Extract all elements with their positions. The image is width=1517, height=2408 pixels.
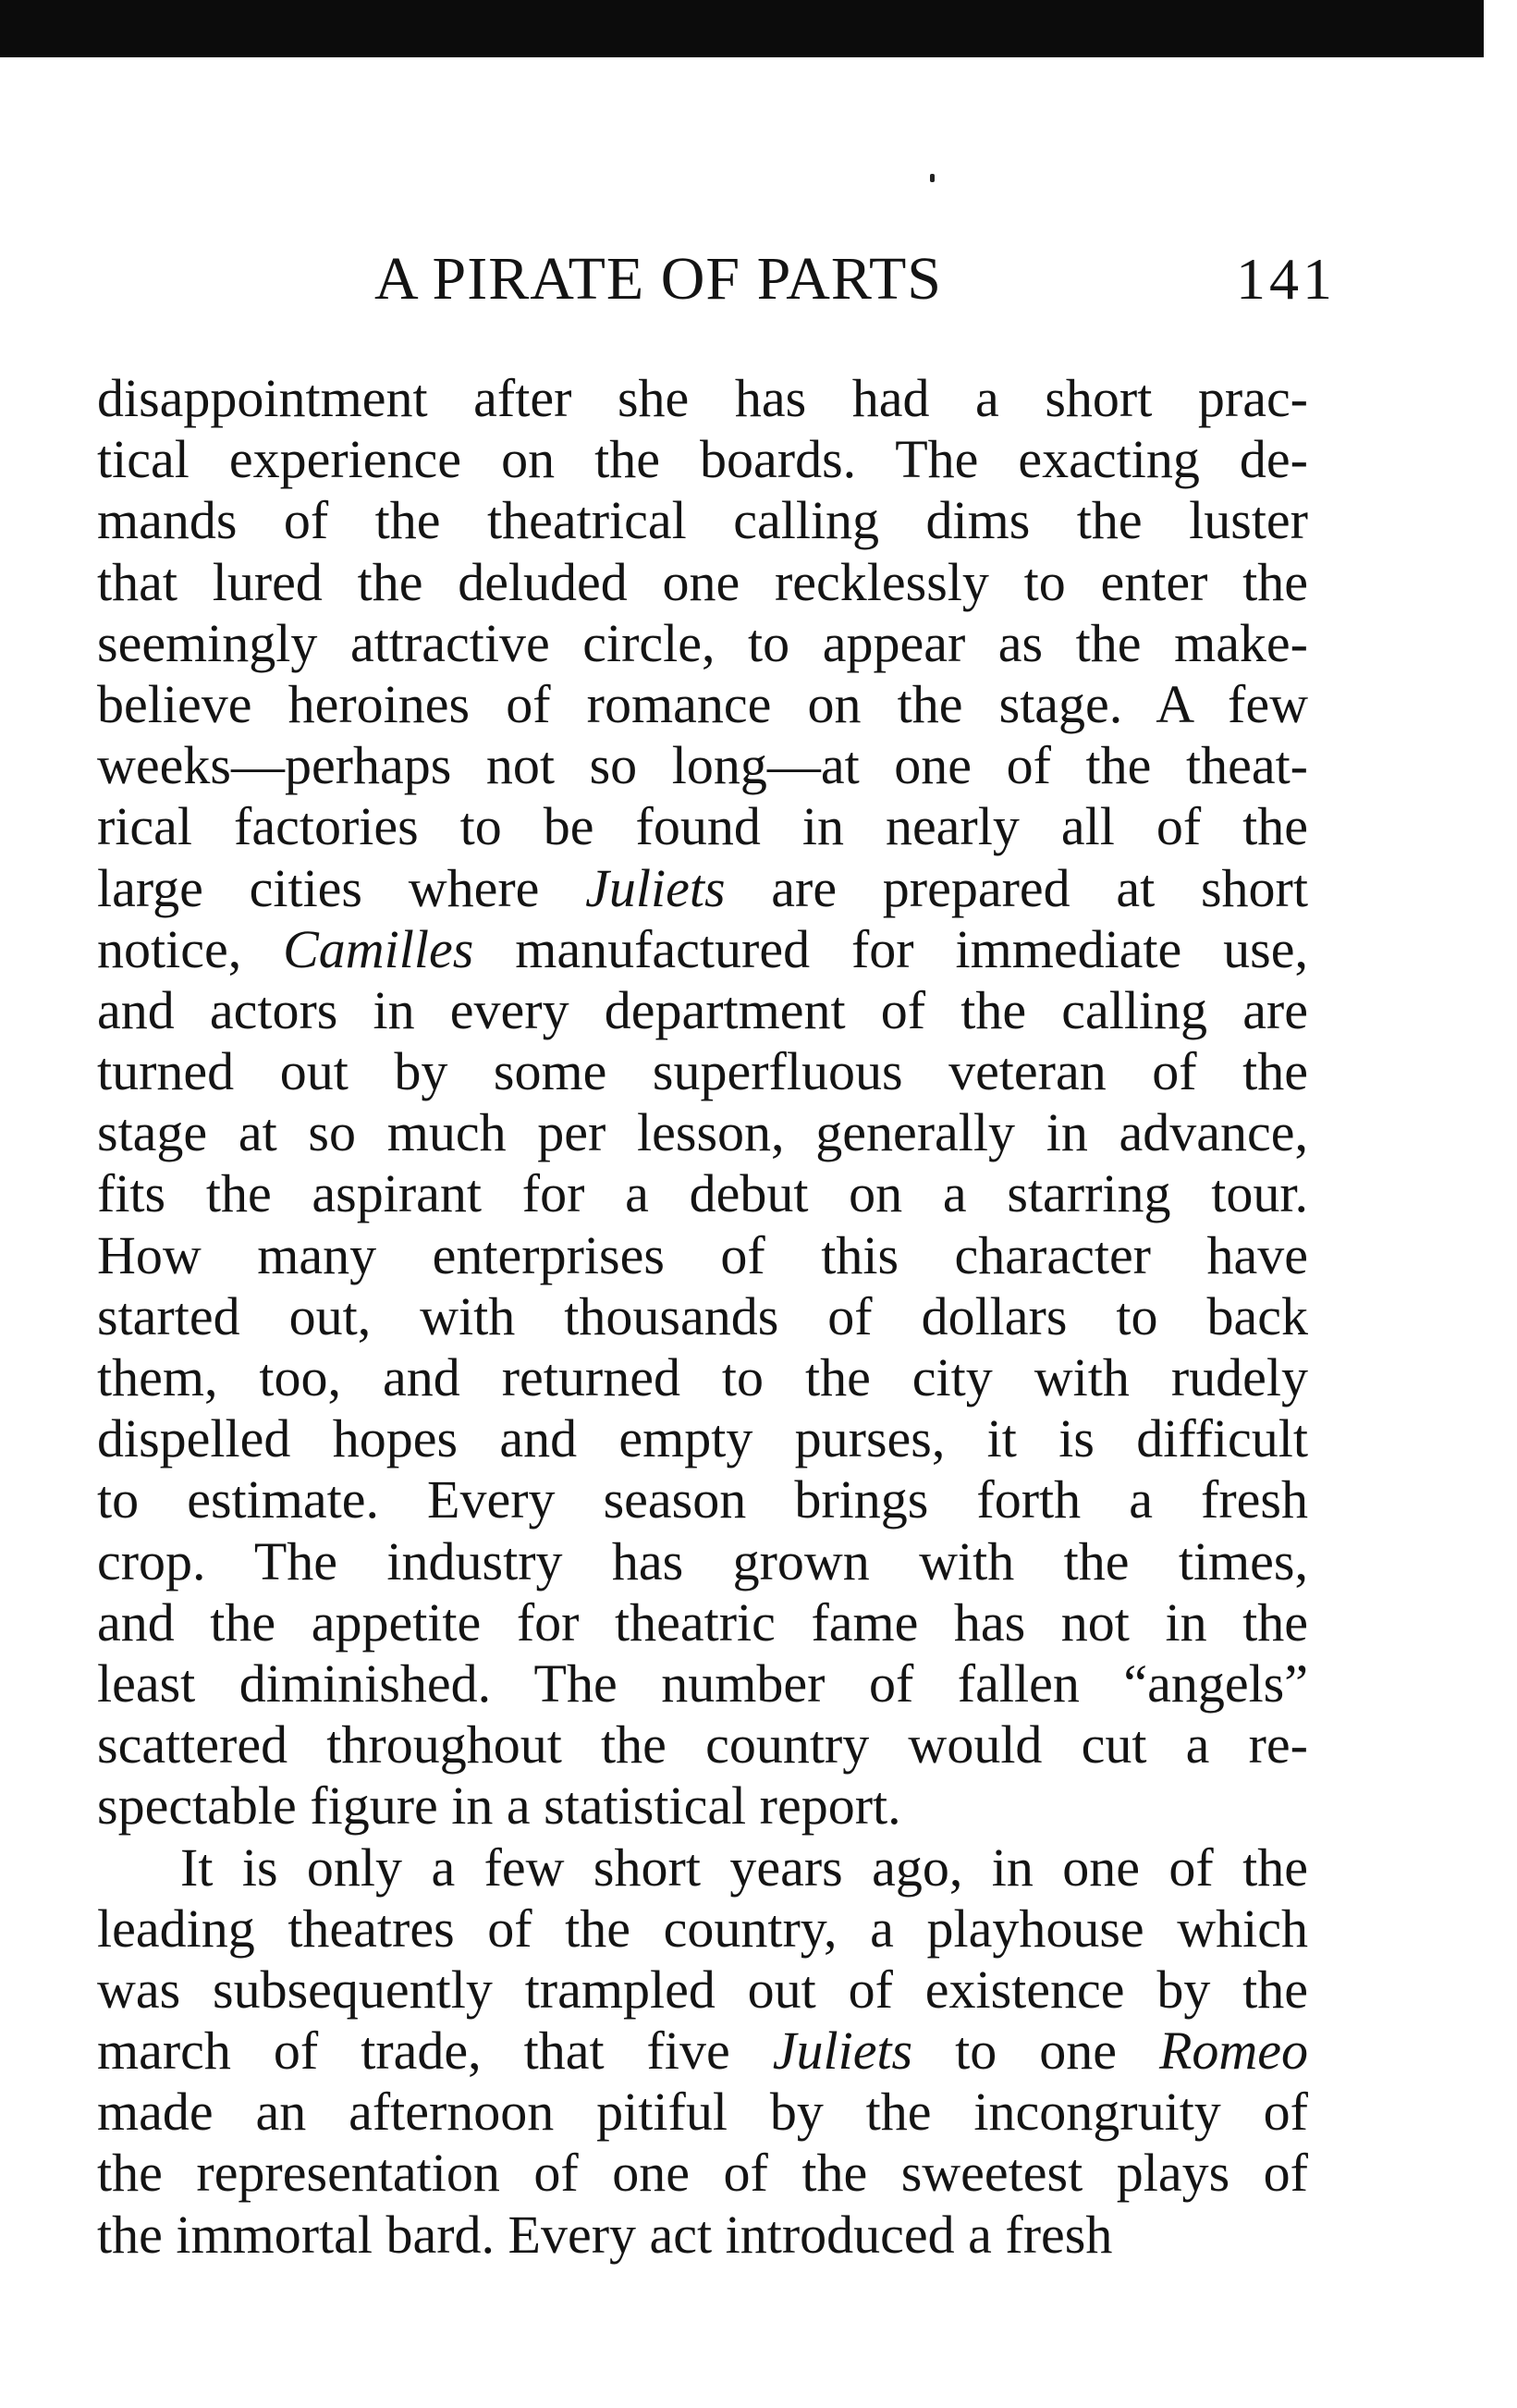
- text-run: scattered throughout the country would cut a re-: [97, 1714, 1308, 1775]
- page-body: [97, 368, 1308, 2266]
- italic-title: Juliets: [772, 2021, 913, 2082]
- text-run: stage at so much per lesson, generally in advance,: [97, 1102, 1308, 1163]
- text-run: fits the aspirant for a debut on a starring tour.: [97, 1163, 1308, 1224]
- text-run: How many enterprises of this character have: [97, 1224, 1308, 1285]
- scan-edge-bar: [0, 0, 1484, 57]
- text-run: believe heroines of romance on the stage. A few: [97, 673, 1308, 734]
- text-run: leading theatres of the country, a playhouse which: [97, 1898, 1308, 1959]
- text-run: manufactured for immediate use,: [473, 918, 1308, 979]
- text-run: started out, with thousands of dollars to back: [97, 1285, 1308, 1346]
- text-run: and the appetite for theatric fame has not in the: [97, 1591, 1308, 1652]
- text-line: [97, 1960, 1308, 2021]
- text-run: weeks—perhaps not so long—at one of the theat-: [97, 735, 1308, 796]
- text-run: least diminished. The number of fallen “angels”: [97, 1652, 1308, 1714]
- text-run: spectable figure in a statistical report.: [97, 1775, 901, 1837]
- text-line: [97, 613, 1308, 674]
- text-run: march of trade, that five: [97, 2021, 773, 2082]
- italic-title: Camilles: [283, 918, 474, 979]
- text-line: [97, 1898, 1308, 1960]
- text-line: [97, 858, 1308, 919]
- text-run: It is only a few short years ago, in one of the: [180, 1837, 1308, 1898]
- text-run: crop. The industry has grown with the times,: [97, 1530, 1308, 1591]
- text-line: [97, 2082, 1308, 2143]
- text-line: [97, 1286, 1308, 1347]
- text-run: the immortal bard. Every act introduced a fresh: [97, 2204, 1113, 2265]
- text-run: tical experience on the boards. The exacting de-: [97, 429, 1308, 490]
- text-run: to estimate. Every season brings forth a fresh: [97, 1469, 1308, 1530]
- text-run: notice,: [97, 918, 284, 979]
- text-line: [97, 796, 1308, 857]
- text-line: [97, 1041, 1308, 1102]
- italic-title: Romeo: [1158, 2021, 1308, 2082]
- text-line: [97, 1408, 1308, 1469]
- text-line: [97, 1102, 1308, 1163]
- text-line: [97, 1775, 1308, 1837]
- text-line: [97, 919, 1308, 980]
- paragraph: [97, 368, 1308, 1837]
- paragraph: [97, 1837, 1308, 2266]
- text-run: rical factories to be found in nearly all of the: [97, 796, 1308, 857]
- text-line: [97, 1469, 1308, 1530]
- italic-title: Juliets: [585, 857, 726, 918]
- text-line: [97, 980, 1308, 1041]
- text-line: [97, 1837, 1308, 1898]
- text-line: [97, 1163, 1308, 1224]
- text-run: turned out by some superfluous veteran of the: [97, 1041, 1308, 1102]
- text-line: [97, 490, 1308, 551]
- text-run: made an afternoon pitiful by the incongruity of: [97, 2082, 1308, 2143]
- text-line: [97, 368, 1308, 429]
- text-line: [97, 1347, 1308, 1408]
- text-run: mands of the theatrical calling dims the luster: [97, 490, 1308, 551]
- text-line: [97, 674, 1308, 735]
- text-run: disappointment after she has had a short prac-: [97, 368, 1308, 428]
- text-line: [97, 2021, 1308, 2082]
- running-title: A PIRATE OF PARTS: [374, 245, 942, 313]
- text-run: the representation of one of the sweetest plays of: [97, 2143, 1308, 2204]
- text-run: was subsequently trampled out of existence by the: [97, 1959, 1308, 2020]
- text-line: [97, 552, 1308, 613]
- text-line: [97, 1531, 1308, 1592]
- text-run: and actors in every department of the calling are: [97, 979, 1308, 1040]
- page-number: 141: [1236, 246, 1336, 312]
- text-run: large cities where: [97, 857, 586, 918]
- text-run: that lured the deluded one recklessly to enter the: [97, 551, 1308, 612]
- text-line: [97, 1653, 1308, 1714]
- text-line: [97, 429, 1308, 490]
- text-run: dispelled hopes and empty purses, it is difficult: [97, 1408, 1308, 1469]
- text-line: [97, 2143, 1308, 2204]
- text-line: [97, 2205, 1308, 2266]
- running-head: [97, 242, 1336, 316]
- text-run: them, too, and returned to the city with rudely: [97, 1347, 1308, 1407]
- text-run: to one: [912, 2021, 1159, 2082]
- text-line: [97, 1225, 1308, 1286]
- ink-speck: [930, 174, 935, 182]
- text-line: [97, 735, 1308, 796]
- text-line: [97, 1714, 1308, 1775]
- text-line: [97, 1592, 1308, 1653]
- text-run: are prepared at short: [725, 857, 1308, 918]
- text-run: seemingly attractive circle, to appear as the make-: [97, 612, 1308, 673]
